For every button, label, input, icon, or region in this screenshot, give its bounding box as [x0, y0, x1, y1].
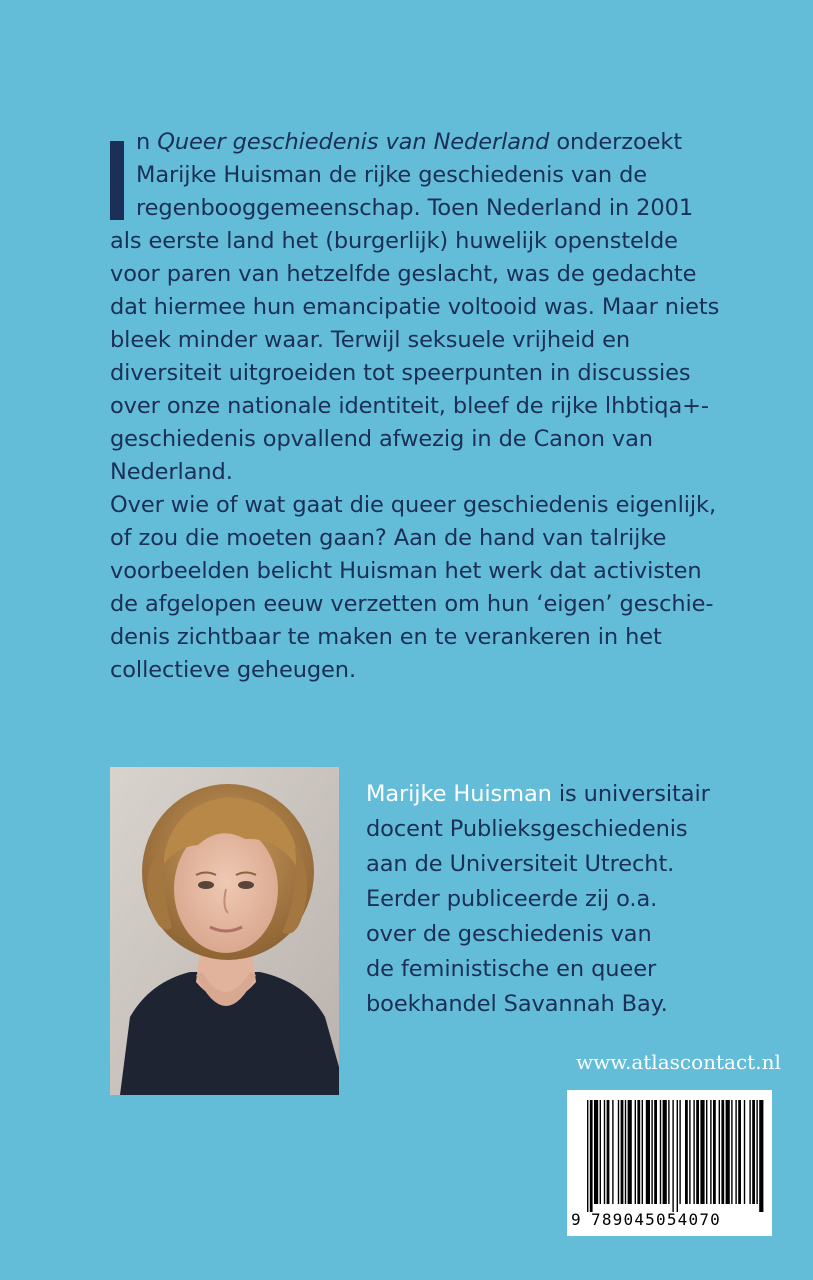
barcode-bar	[628, 1100, 632, 1204]
barcode-bar	[663, 1100, 667, 1204]
barcode-bar	[672, 1100, 673, 1212]
barcode-bar	[719, 1100, 720, 1204]
blurb-line: als eerste land het (burgerlijk) huwelijk openstelde	[110, 228, 678, 254]
barcode-bar	[660, 1100, 661, 1204]
barcode-bar	[642, 1100, 643, 1204]
isbn-barcode	[567, 1090, 772, 1236]
barcode-bar	[726, 1100, 730, 1204]
blurb-line: collectieve geheugen.	[110, 657, 357, 683]
blurb-line: diversiteit uitgroeiden tot speerpunten in discussies	[110, 360, 691, 386]
author-photo	[110, 767, 339, 1095]
barcode-bar	[637, 1100, 640, 1204]
barcode-bar	[706, 1100, 707, 1204]
bio-line: boekhandel Savannah Bay.	[366, 991, 668, 1017]
barcode-bar	[744, 1100, 745, 1204]
bio-line: over de geschiedenis van	[366, 921, 652, 947]
blurb-line: de afgelopen eeuw verzetten om hun ‘eigen’ geschie-	[110, 591, 714, 617]
author-name: Marijke Huisman	[366, 781, 552, 807]
blurb-paragraph-2	[110, 489, 770, 687]
barcode-bar	[756, 1100, 757, 1204]
blurb-line: of zou die moeten gaan? Aan de hand van talrijke	[110, 525, 667, 551]
publisher-website: www.atlascontact.nl	[576, 1050, 781, 1074]
barcode-bar	[738, 1100, 741, 1204]
barcode-bar	[759, 1100, 763, 1212]
barcode-bar	[752, 1100, 755, 1204]
barcode-bar	[749, 1100, 750, 1204]
barcode-bar	[594, 1100, 598, 1204]
barcode-bar	[721, 1100, 724, 1204]
blurb-line: voorbeelden belicht Huisman het werk dat activisten	[110, 558, 702, 584]
bio-line: Eerder publiceerde zij o.a.	[366, 886, 658, 912]
blurb-line: over onze nationale identiteit, bleef de rijke lhbtiqa+-	[110, 393, 709, 419]
blurb-line: Nederland.	[110, 459, 233, 485]
blurb-line: dat hiermee hun emancipatie voltooid was. Maar niets	[110, 294, 720, 320]
barcode-bar	[735, 1100, 736, 1204]
book-title: Queer geschiedenis van Nederland	[157, 129, 550, 155]
author-bio	[366, 777, 766, 1022]
author-portrait-illustration	[110, 767, 339, 1095]
barcode-bar	[607, 1100, 610, 1204]
barcode-bar	[587, 1100, 588, 1212]
barcode-bar	[677, 1100, 678, 1212]
bio-line: docent Publieksgeschiedenis	[366, 816, 688, 842]
blurb-line: voor paren van hetzelfde geslacht, was de gedachte	[110, 261, 697, 287]
barcode-bar	[625, 1100, 626, 1204]
blurb-line: denis zichtbaar te maken en te verankeren in het	[110, 624, 662, 650]
barcode-bar	[646, 1100, 650, 1204]
barcode-bar	[710, 1100, 711, 1204]
barcode-bar	[693, 1100, 694, 1204]
bio-line: aan de Universiteit Utrecht.	[366, 851, 675, 877]
barcode-bar	[696, 1100, 699, 1204]
barcode-bar	[668, 1100, 669, 1204]
barcode-bar	[651, 1100, 652, 1204]
barcode-bar	[635, 1100, 636, 1204]
blurb-line: n Queer geschiedenis van Nederland onderzoekt	[136, 129, 683, 155]
barcode-bar	[621, 1100, 624, 1204]
isbn-number: 789045054070	[591, 1210, 721, 1229]
bio-line: de feministische en queer	[366, 956, 657, 982]
blurb-line: Marijke Huisman de rijke geschiedenis van de	[136, 162, 648, 188]
barcode-bar	[685, 1100, 688, 1204]
barcode-bar	[618, 1100, 619, 1204]
barcode-bar	[700, 1100, 704, 1204]
blurb-line: bleek minder waar. Terwijl seksuele vrijheid en	[110, 327, 631, 353]
barcode-bar	[731, 1100, 732, 1204]
blurb-line: geschiedenis opvallend afwezig in de Canon van	[110, 426, 653, 452]
barcode-bar	[590, 1100, 593, 1212]
barcode-bar	[679, 1100, 680, 1204]
barcode-bar	[612, 1100, 613, 1204]
barcode-bar	[600, 1100, 601, 1204]
blurb-line: Over wie of wat gaat die queer geschiedenis eigenlijk,	[110, 492, 717, 518]
blurb-line: regenbooggemeenschap. Toen Nederland in 2001	[136, 195, 694, 221]
blurb-paragraph-1	[110, 126, 770, 489]
barcode-bar	[689, 1100, 690, 1204]
back-cover-blurb	[110, 126, 770, 687]
isbn-prefix: 9	[571, 1210, 581, 1229]
barcode-bar	[604, 1100, 605, 1204]
barcode-bar	[654, 1100, 657, 1204]
barcode-bar	[713, 1100, 716, 1204]
bio-line: Marijke Huisman is universitair	[366, 781, 710, 807]
